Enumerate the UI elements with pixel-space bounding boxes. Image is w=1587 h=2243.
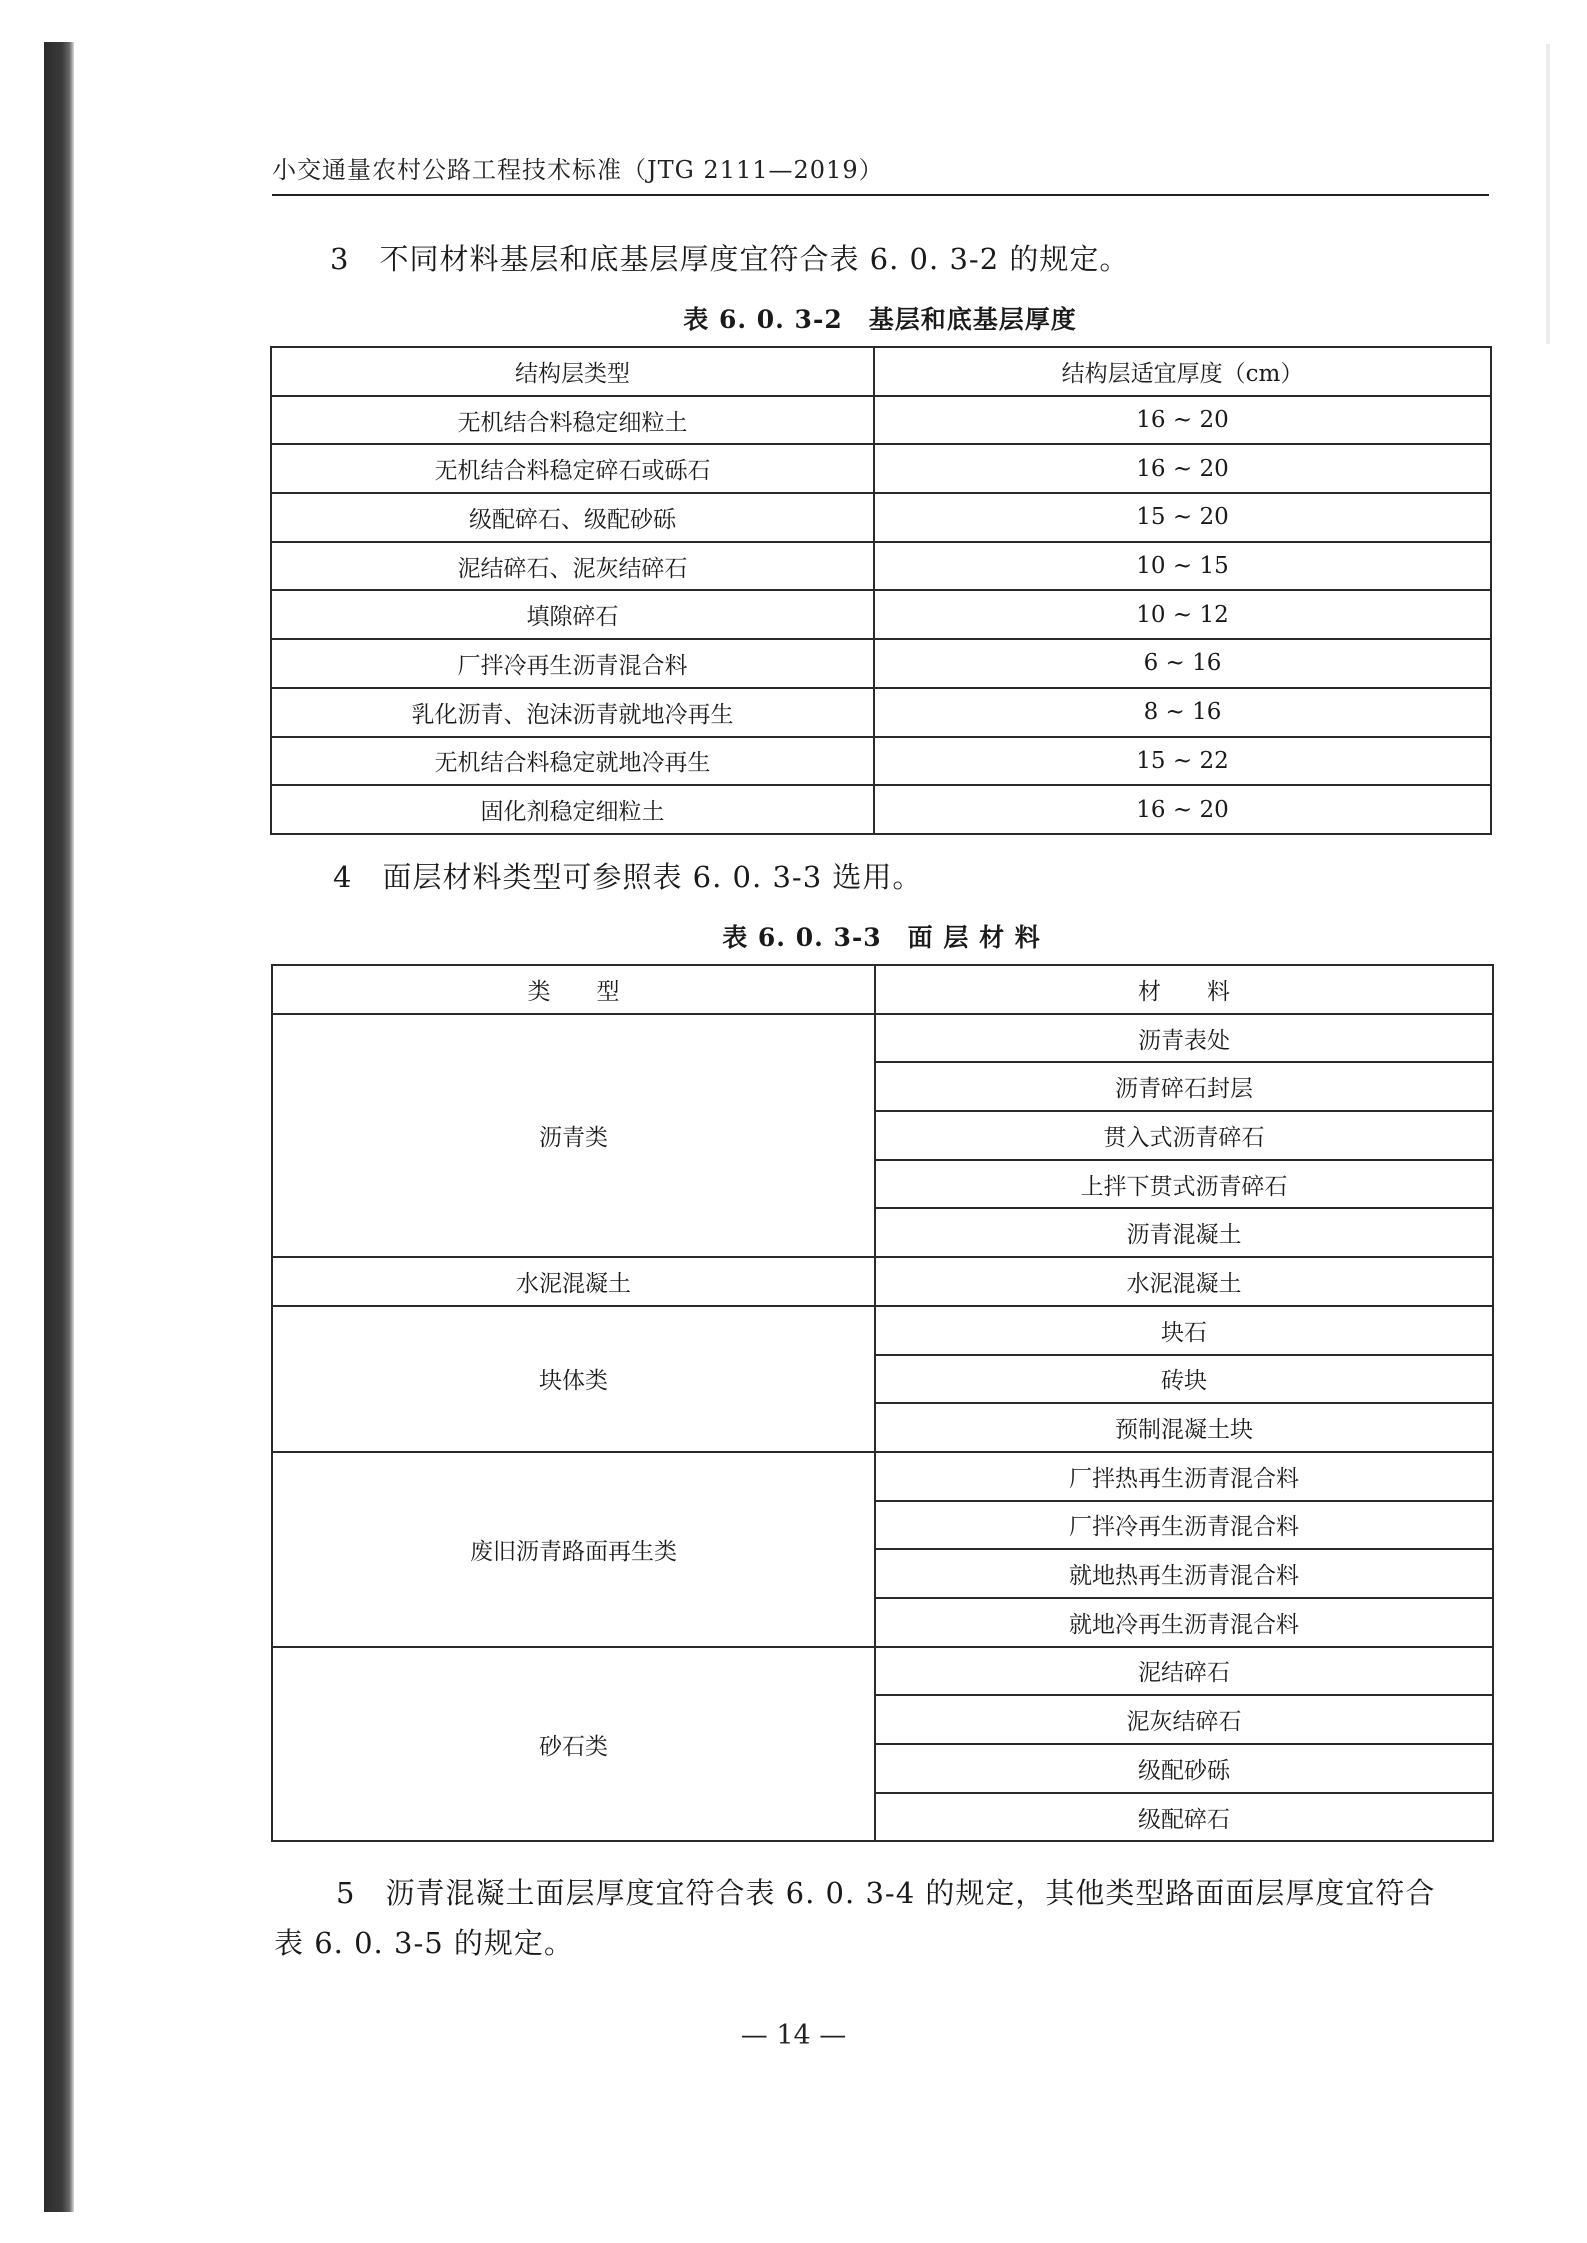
layer-type-cell: 无机结合料稳定就地冷再生 [271,737,874,786]
layer-type-cell: 无机结合料稳定细粒土 [271,396,874,445]
table-row [272,1452,1493,1501]
paragraph-5-line-2: 表 6. 0. 3-5 的规定。 [274,1926,574,1960]
thickness-cell: 10 ~ 15 [874,542,1491,591]
thickness-cell: 6 ~ 16 [874,639,1491,688]
surface-type-cell: 废旧沥青路面再生类 [272,1452,875,1647]
surface-type-cell: 砂石类 [272,1647,875,1842]
layer-type-cell: 填隙碎石 [271,590,874,639]
material-cell: 水泥混凝土 [875,1257,1493,1306]
thickness-cell: 16 ~ 20 [874,785,1491,834]
layer-type-cell: 乳化沥青、泡沫沥青就地冷再生 [271,688,874,737]
material-cell: 级配碎石 [875,1793,1493,1842]
table-row [272,1257,1493,1306]
thickness-cell: 16 ~ 20 [874,444,1491,493]
material-cell: 泥灰结碎石 [875,1695,1493,1744]
table-row [271,737,1491,786]
surface-material-table [271,964,1494,1842]
thickness-cell: 10 ~ 12 [874,590,1491,639]
surface-type-cell: 块体类 [272,1306,875,1452]
layer-type-cell: 无机结合料稳定碎石或砾石 [271,444,874,493]
table-row [271,542,1491,591]
table-row [271,396,1491,445]
material-cell: 沥青表处 [875,1014,1493,1063]
material-cell: 块石 [875,1306,1493,1355]
paragraph-5-line-1: 5 沥青混凝土面层厚度宜符合表 6. 0. 3-4 的规定，其他类型路面面层厚度宜符合 [336,1876,1436,1910]
page-number: — 14 — [740,2020,847,2051]
material-cell: 级配砂砾 [875,1744,1493,1793]
material-cell: 厂拌热再生沥青混合料 [875,1452,1493,1501]
table-row [271,590,1491,639]
table-header-row [271,347,1491,396]
layer-type-cell: 泥结碎石、泥灰结碎石 [271,542,874,591]
material-cell: 预制混凝土块 [875,1403,1493,1452]
column-header: 类 型 [272,965,875,1014]
material-cell: 上拌下贯式沥青碎石 [875,1160,1493,1209]
layer-type-cell: 厂拌冷再生沥青混合料 [271,639,874,688]
material-cell: 贯入式沥青碎石 [875,1111,1493,1160]
scan-edge [44,42,74,2212]
material-cell: 就地冷再生沥青混合料 [875,1598,1493,1647]
material-cell: 就地热再生沥青混合料 [875,1549,1493,1598]
table-row [271,639,1491,688]
paragraph-3: 3 不同材料基层和底基层厚度宜符合表 6. 0. 3-2 的规定。 [330,242,1130,276]
header-rule [272,194,1489,196]
column-header: 材 料 [875,965,1493,1014]
table-6-0-3-3-caption: 表 6. 0. 3-3 面 层 材 料 [722,923,1041,952]
thickness-cell: 15 ~ 20 [874,493,1491,542]
layer-type-cell: 固化剂稳定细粒土 [271,785,874,834]
table-row [271,785,1491,834]
layer-type-cell: 级配碎石、级配砂砾 [271,493,874,542]
base-layer-thickness-table [270,346,1492,835]
table-row [272,1647,1493,1696]
running-header: 小交通量农村公路工程技术标准（JTG 2111—2019） [272,156,884,184]
column-header: 结构层类型 [271,347,874,396]
surface-type-cell: 水泥混凝土 [272,1257,875,1306]
table-header-row [272,965,1493,1014]
thickness-cell: 16 ~ 20 [874,396,1491,445]
paragraph-4: 4 面层材料类型可参照表 6. 0. 3-3 选用。 [333,860,923,894]
material-cell: 厂拌冷再生沥青混合料 [875,1501,1493,1550]
scan-edge-right [1546,44,1550,344]
table-row [271,688,1491,737]
material-cell: 砖块 [875,1355,1493,1404]
material-cell: 沥青碎石封层 [875,1062,1493,1111]
surface-type-cell: 沥青类 [272,1014,875,1257]
table-row [271,493,1491,542]
table-row [272,1306,1493,1355]
material-cell: 沥青混凝土 [875,1208,1493,1257]
table-6-0-3-2-caption: 表 6. 0. 3-2 基层和底基层厚度 [683,305,1077,334]
thickness-cell: 8 ~ 16 [874,688,1491,737]
material-cell: 泥结碎石 [875,1647,1493,1696]
table-row [272,1014,1493,1063]
thickness-cell: 15 ~ 22 [874,737,1491,786]
column-header: 结构层适宜厚度（cm） [874,347,1491,396]
table-row [271,444,1491,493]
